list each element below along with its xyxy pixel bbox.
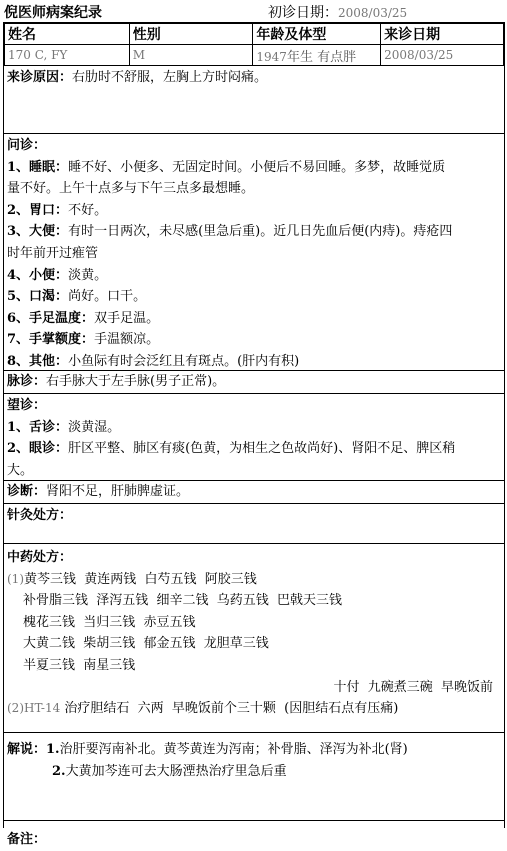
inquiry-text-urine: 淡黄。	[68, 267, 108, 283]
inquiry-item-sleep	[7, 157, 501, 200]
observation-label-tongue: 舌诊：	[29, 419, 69, 435]
inquiry-item-palm-forehead	[7, 329, 501, 351]
explanation-text-1: 治肝要泻南补北。黄芩黄连为泻南；补骨脂、泽泻为补北(肾)	[59, 742, 408, 757]
birth-year: 1947	[256, 49, 287, 64]
info-values-row	[5, 45, 504, 66]
inquiry-label-thirst: 口渴：	[29, 289, 69, 305]
inquiry-label-other: 其他：	[29, 353, 69, 369]
rx1-herbs-3: 槐花三钱 当归三钱 赤豆五钱	[23, 614, 196, 630]
observation-body	[4, 394, 504, 481]
complaint-section	[4, 66, 504, 134]
first-visit-value: 2008/03/25	[338, 6, 408, 20]
explanation-section	[4, 733, 504, 821]
inquiry-text-other: 小鱼际有时会泛红且有斑点。(肝内有积)	[68, 353, 300, 369]
herbal-section	[4, 544, 504, 733]
rx1-herbs-1: 黄芩三钱 黄连两钱 白芍五钱 阿胶三钱	[24, 571, 257, 587]
diagnosis-line	[4, 481, 504, 503]
inquiry-text-appetite: 不好。	[68, 202, 108, 218]
explanation-body	[4, 733, 504, 782]
inquiry-section	[4, 134, 504, 371]
inquiry-label-stool: 大便：	[29, 224, 69, 240]
explanation-label: 解说：	[7, 742, 47, 757]
inquiry-label-limb-temp: 手足温度：	[29, 310, 95, 326]
inquiry-label-urine: 小便：	[29, 267, 69, 283]
first-visit-date	[268, 2, 407, 22]
header-visit-date: 来诊日期	[381, 24, 504, 45]
explanation-text-2: 大黄加芩连可去大肠湮热治疗里急后重	[65, 763, 287, 779]
rx1-herbs-5: 半夏三钱 南星三钱	[23, 657, 136, 673]
inquiry-num-1: 1、	[7, 159, 30, 175]
explanation-num-1: 1.	[46, 742, 60, 757]
explanation-num-2: 2.	[52, 763, 66, 779]
inquiry-num-3: 3、	[7, 224, 30, 240]
inquiry-text-sleep-2: 量不好。上午十点多与下午三点多最想睡。	[7, 181, 255, 197]
observation-label-eye: 眼诊：	[29, 441, 69, 457]
herbal-label: 中药处方：	[7, 550, 73, 565]
diagnosis-section	[4, 481, 504, 504]
pulse-label: 脉诊：	[7, 374, 47, 389]
inquiry-item-stool	[7, 221, 501, 264]
observation-text-eye-2: 大。	[7, 462, 34, 478]
header-age-build: 年龄及体型	[253, 24, 381, 45]
inquiry-item-limb-temp	[7, 308, 501, 330]
birth-suffix: 年生 有点胖	[286, 49, 357, 65]
observation-text-tongue: 淡黄湿。	[68, 419, 121, 435]
inquiry-text-palm-forehead: 手温额凉。	[94, 332, 160, 348]
inquiry-text-limb-temp: 双手足温。	[94, 310, 160, 326]
inquiry-item-thirst	[7, 286, 501, 308]
patient-gender: M	[129, 45, 253, 66]
rx1-dosage: 十付 九碗煮三碗 早晚饭前	[333, 679, 493, 695]
inquiry-text-thirst: 尚好。口干。	[68, 289, 147, 305]
patient-name: 170 C, FY	[5, 45, 130, 66]
acupuncture-section	[4, 504, 504, 544]
observation-item-eye	[7, 438, 501, 481]
pulse-section	[4, 371, 504, 394]
inquiry-num-2: 2、	[7, 202, 30, 218]
header-gender: 性别	[129, 24, 253, 45]
inquiry-label-sleep: 睡眠：	[29, 159, 69, 175]
header-name: 姓名	[5, 24, 130, 45]
observation-text-eye-1: 肝区平整、肺区有痰(色黄，为相生之色故尚好)、肾阳不足、脾区稍	[68, 441, 456, 457]
title-row	[0, 0, 507, 22]
remarks-label: 备注：	[7, 832, 47, 847]
complaint-line	[4, 66, 504, 89]
info-header-row	[5, 24, 504, 45]
rx1-line-1	[7, 569, 501, 591]
first-visit-label: 初诊日期：	[268, 5, 338, 21]
inquiry-text-stool-1: 有时一日两次，未尽感(里急后重)。近几日先血后便(内痔)。痔疮四	[68, 224, 453, 240]
inquiry-num-8: 8、	[7, 353, 30, 369]
rx1-prefix: (1)	[7, 571, 24, 586]
acupuncture-label: 针灸处方：	[7, 508, 73, 523]
pulse-text: 右手脉大于左手脉(男子正常)。	[46, 374, 226, 389]
inquiry-label: 问诊：	[7, 138, 47, 153]
inquiry-num-5: 5、	[7, 289, 30, 305]
rx2-text: 治疗胆结石 六两 早晚饭前个三十颗 (因胆结石点有压痛)	[64, 701, 399, 717]
observation-num-1: 1、	[7, 419, 30, 435]
inquiry-text-stool-2: 时年前开过痽管	[7, 245, 99, 261]
explanation-line-2	[7, 761, 501, 783]
observation-item-tongue	[7, 417, 501, 439]
patient-visit-date: 2008/03/25	[381, 45, 504, 66]
record-title: 倪医师病案纪录	[4, 5, 102, 21]
inquiry-body	[4, 134, 504, 373]
rx2-line	[7, 698, 501, 720]
remarks-section	[4, 821, 504, 847]
acupuncture-line	[4, 504, 504, 527]
inquiry-item-other	[7, 351, 501, 373]
explanation-line-1	[7, 739, 501, 761]
inquiry-num-6: 6、	[7, 310, 30, 326]
rx2-prefix: (2)HT-14	[7, 701, 61, 716]
inquiry-label-palm-forehead: 手掌额度：	[29, 332, 95, 348]
inquiry-label-appetite: 胃口：	[29, 202, 69, 218]
herbal-body	[4, 544, 504, 720]
complaint-label: 来诊原因：	[7, 70, 73, 85]
pulse-line	[4, 371, 504, 393]
patient-info-table	[4, 23, 504, 66]
observation-num-2: 2、	[7, 441, 30, 457]
inquiry-item-appetite	[7, 200, 501, 222]
inquiry-item-urine	[7, 265, 501, 287]
inquiry-num-7: 7、	[7, 332, 30, 348]
diagnosis-label: 诊断：	[7, 484, 47, 499]
record-grid	[3, 22, 505, 847]
diagnosis-text: 肾阳不足，肝肺脾虚证。	[46, 484, 190, 499]
rx1-herbs-4: 大黄二钱 柴胡三钱 郁金五钱 龙胆草三钱	[23, 636, 269, 652]
patient-age-build	[253, 45, 381, 66]
inquiry-num-4: 4、	[7, 267, 30, 283]
inquiry-text-sleep-1: 睡不好、小便多、无固定时间。小便后不易回睡。多梦，故睡觉质	[68, 159, 446, 175]
complaint-text: 右肋时不舒服，左胸上方时闷痛。	[72, 70, 268, 85]
observation-section	[4, 394, 504, 481]
rx1-herbs-2: 补骨脂三钱 泽泻五钱 细辛二钱 乌药五钱 巴戟天三钱	[23, 593, 343, 609]
remarks-line	[4, 821, 504, 851]
observation-label: 望诊：	[7, 398, 47, 413]
